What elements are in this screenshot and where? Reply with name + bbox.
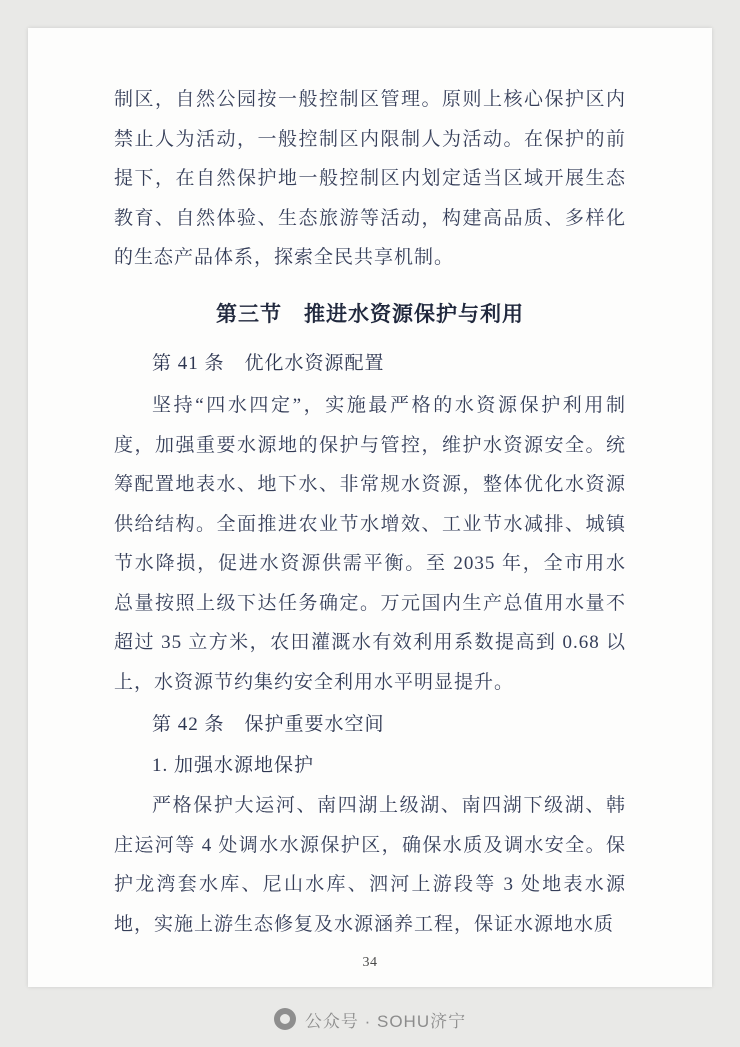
section-heading: 第三节 推进水资源保护与利用 [216,301,524,326]
document-page [28,28,712,987]
list-item-1-body: 严格保护大运河、南四湖上级湖、南四湖下级湖、韩庄运河等 4 处调水水源保护区，确保水质及调水安全。保护龙湾套水库、尼山水库、泗河上游段等 3 处地表水源地，实施上游生态修复及水源涵养工程，保证水源地水质 [114,795,626,935]
footer-label: 公众号 · SOHU济宁 [304,1011,467,1031]
article-41-body: 坚持“四水四定”，实施最严格的水资源保护利用制度，加强重要水源地的保护与管控，维护水资源安全。统筹配置地表水、地下水、非常规水资源，整体优化水资源供给结构。全面推进农业节水增效、工业节水减排、城镇节水降损，促进水资源供需平衡。至 2035 年，全市用水总量按照上级下达任务确定。万元国内生产总值用水量不超过 35 立方米，农田灌溉水有效利用系数提高到 0.68 以上，水资源节约集约安全利用水平明显提升。 [114,395,626,693]
article-41-title: 第 41 条 优化水资源配置 [152,353,385,375]
page-number: 34 [362,955,378,970]
article-42-title: 第 42 条 保护重要水空间 [152,714,385,736]
continuation-paragraph: 制区，自然公园按一般控制区管理。原则上核心保护区内禁止人为活动，一般控制区内限制人为活动。在保护的前提下，在自然保护地一般控制区内划定适当区域开展生态教育、自然体验、生态旅游等活动，构建高品质、多样化的生态产品体系，探索全民共享机制。 [114,89,626,269]
sohu-logo-icon [274,1008,296,1030]
list-item-1-heading: 1. 加强水源地保护 [152,755,315,777]
footer-bar [0,991,740,1047]
